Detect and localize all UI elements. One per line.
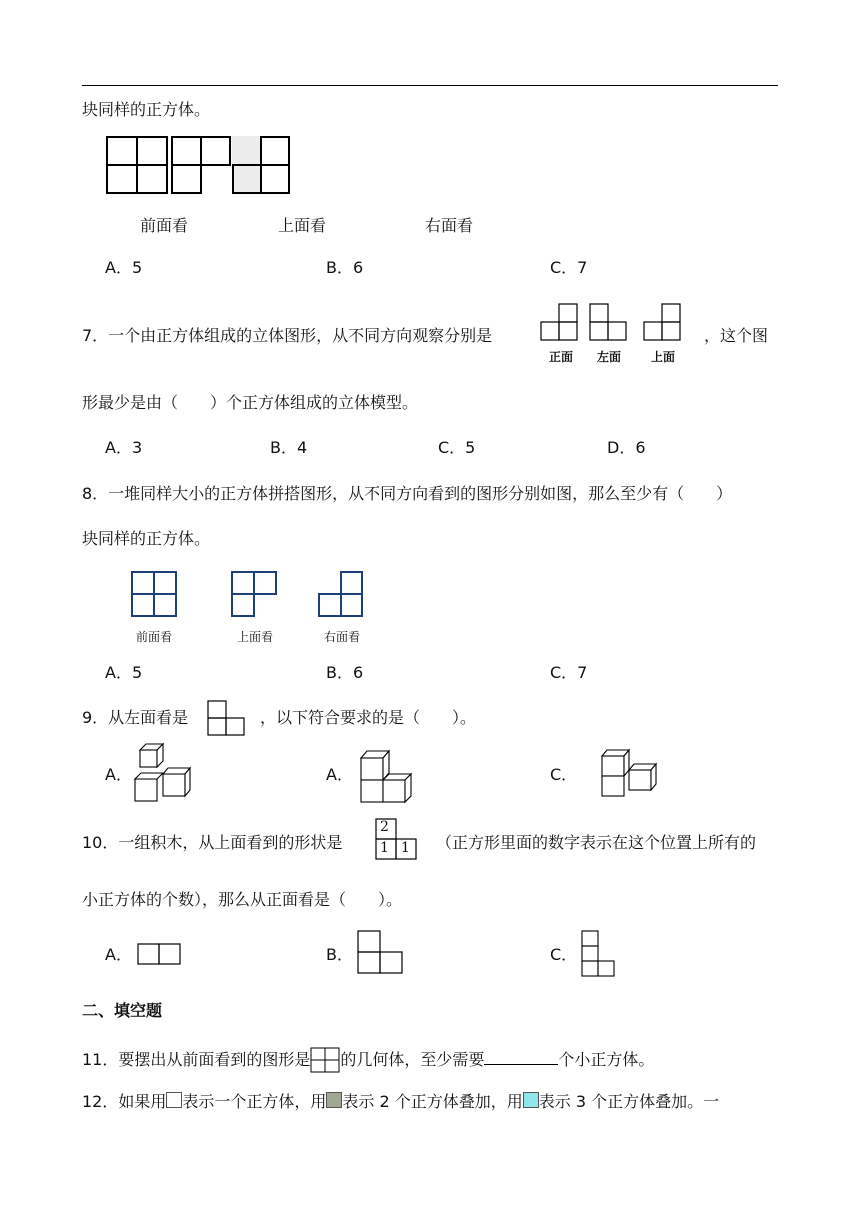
q12-part1: 12．如果用	[82, 1092, 167, 1111]
q8-line2: 块同样的正方体。	[82, 529, 211, 548]
q11-text-after: 个小正方体。	[558, 1050, 655, 1069]
q6-label-front: 前面看	[140, 216, 189, 235]
q12-part3: 表示 2 个正方体叠加，用	[342, 1092, 523, 1111]
q10-option-b[interactable]: B．	[326, 945, 353, 964]
q7-text: 7．一个由正方体组成的立体图形，从不同方向观察分别是	[82, 326, 493, 345]
q7-view-top-label: 上面	[651, 350, 676, 364]
q8-option-b[interactable]: B．6	[326, 663, 364, 682]
q11-text	[82, 1046, 654, 1074]
q6-option-c[interactable]: C．7	[550, 258, 588, 277]
q7-option-a[interactable]: A．3	[105, 438, 143, 457]
q6-option-b[interactable]: B．6	[326, 258, 364, 277]
section-title: 二、填空题	[82, 1001, 163, 1020]
q10-top-view-grid	[374, 817, 420, 861]
q9-option-c[interactable]: C．	[550, 765, 578, 784]
q10-option-a[interactable]: A．	[105, 945, 132, 964]
q10-option-c-figure[interactable]	[580, 929, 618, 979]
q10-option-c[interactable]: C．	[550, 945, 578, 964]
q9-option-a-figure[interactable]	[130, 744, 195, 806]
header-rule	[82, 85, 778, 86]
q9-text: 9．从左面看是	[82, 708, 189, 727]
q10-option-a-figure[interactable]	[136, 942, 182, 966]
q6-figures	[100, 130, 300, 200]
q7-option-b[interactable]: B．4	[270, 438, 308, 457]
q11-answer-blank[interactable]	[484, 1050, 558, 1065]
intro-line: 块同样的正方体。	[82, 100, 211, 119]
gray-square-icon	[326, 1092, 342, 1108]
q8-option-c[interactable]: C．7	[550, 663, 588, 682]
q6-label-right: 右面看	[425, 216, 474, 235]
q6-label-top: 上面看	[278, 216, 327, 235]
q8-line1: 8．一堆同样大小的正方体拼搭图形，从不同方向看到的图形分别如图，那么至少有（ ）	[82, 484, 733, 503]
q8-label-top: 上面看	[237, 630, 274, 644]
q8-option-a[interactable]: A．5	[105, 663, 143, 682]
q10-line2: 小正方体的个数），那么从正面看是（ ）。	[82, 890, 403, 909]
q11-text-middle: 的几何体，至少需要	[340, 1050, 485, 1069]
q10-option-b-figure[interactable]	[356, 929, 404, 975]
q7-text-after: ，这个图	[704, 326, 769, 345]
q8-figures	[128, 568, 368, 620]
q7-view-left-label: 左面	[597, 350, 622, 364]
q7-option-c[interactable]: C．5	[438, 438, 476, 457]
q9-option-b-figure[interactable]	[358, 748, 416, 806]
q12-text	[82, 1092, 719, 1112]
q11-text-before: 11．要摆出从前面看到的图形是	[82, 1050, 311, 1069]
q9-option-a[interactable]: A．	[105, 765, 132, 784]
q12-part4: 表示 3 个正方体叠加。一	[538, 1092, 720, 1111]
q7-view-front-label: 正面	[549, 350, 574, 364]
q9-text-after: ，以下符合要求的是（ ）。	[260, 708, 477, 727]
q9-left-view-figure	[205, 699, 247, 739]
q10-grid-number-bottom-right: 1	[401, 840, 410, 856]
q9-option-c-figure[interactable]	[600, 748, 660, 800]
q10-grid-number-bottom-left: 1	[380, 840, 389, 856]
q6-option-a[interactable]: A．5	[105, 258, 143, 277]
q8-label-right: 右面看	[324, 630, 361, 644]
cyan-square-icon	[523, 1092, 539, 1108]
q9-option-b[interactable]: A．	[326, 765, 353, 784]
q7-option-d[interactable]: D．6	[607, 438, 646, 457]
q12-part2: 表示一个正方体，用	[182, 1092, 327, 1111]
q11-front-view-icon	[310, 1046, 340, 1074]
q10-text-after: （正方形里面的数字表示在这个位置上所有的	[436, 833, 757, 852]
q10-grid-number-top: 2	[380, 819, 389, 835]
q8-label-front: 前面看	[136, 630, 173, 644]
q7-line2: 形最少是由（ ）个正方体组成的立体模型。	[82, 393, 419, 412]
q10-text: 10．一组积木，从上面看到的形状是	[82, 833, 343, 852]
q7-view-figures	[536, 300, 686, 345]
white-square-icon	[166, 1092, 182, 1108]
